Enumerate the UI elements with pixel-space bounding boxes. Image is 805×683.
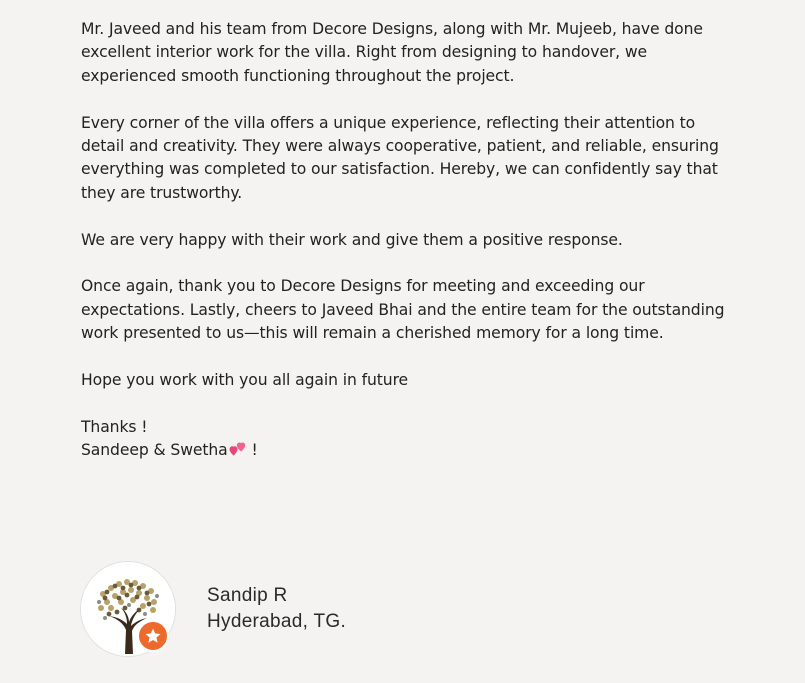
signature-line <box>81 439 741 462</box>
signature-suffix: ! <box>246 441 258 460</box>
testimonial-text <box>81 18 741 463</box>
reviewer-name: Sandip R <box>207 585 288 606</box>
closing-line: Thanks ! <box>81 417 148 436</box>
testimonial-paragraph: Once again, thank you to Decore Designs for meeting and exceeding our expectations. Lastly, cheers to Javeed Bhai and the entire team for the outstanding work presented to us—this will remain a cherished memory for a long time. <box>81 277 725 343</box>
testimonial-paragraph: Every corner of the villa offers a unique experience, reflecting their attention to detail and creativity. They were always cooperative, patient, and reliable, ensuring everything was completed to our satisfaction. Hereby, we can confidently say that they are trustworthy. <box>81 113 719 202</box>
reviewer-location: Hyderabad, TG. <box>207 611 347 632</box>
testimonial-paragraph: Hope you work with you all again in future <box>81 371 409 390</box>
two-hearts-icon <box>229 440 247 454</box>
testimonial-paragraph: Mr. Javeed and his team from Decore Designs, along with Mr. Mujeeb, have done excellent interior work for the villa. Right from designing to handover, we experienced smooth functioning throughout the project. <box>81 20 703 85</box>
signature-names: Sandeep & Swetha <box>81 441 228 460</box>
star-badge-icon <box>137 620 169 652</box>
testimonial-paragraph: We are very happy with their work and give them a positive response. <box>81 230 623 249</box>
reviewer-card <box>81 561 346 657</box>
reviewer-avatar-wrap <box>81 562 175 656</box>
reviewer-info <box>207 583 346 635</box>
